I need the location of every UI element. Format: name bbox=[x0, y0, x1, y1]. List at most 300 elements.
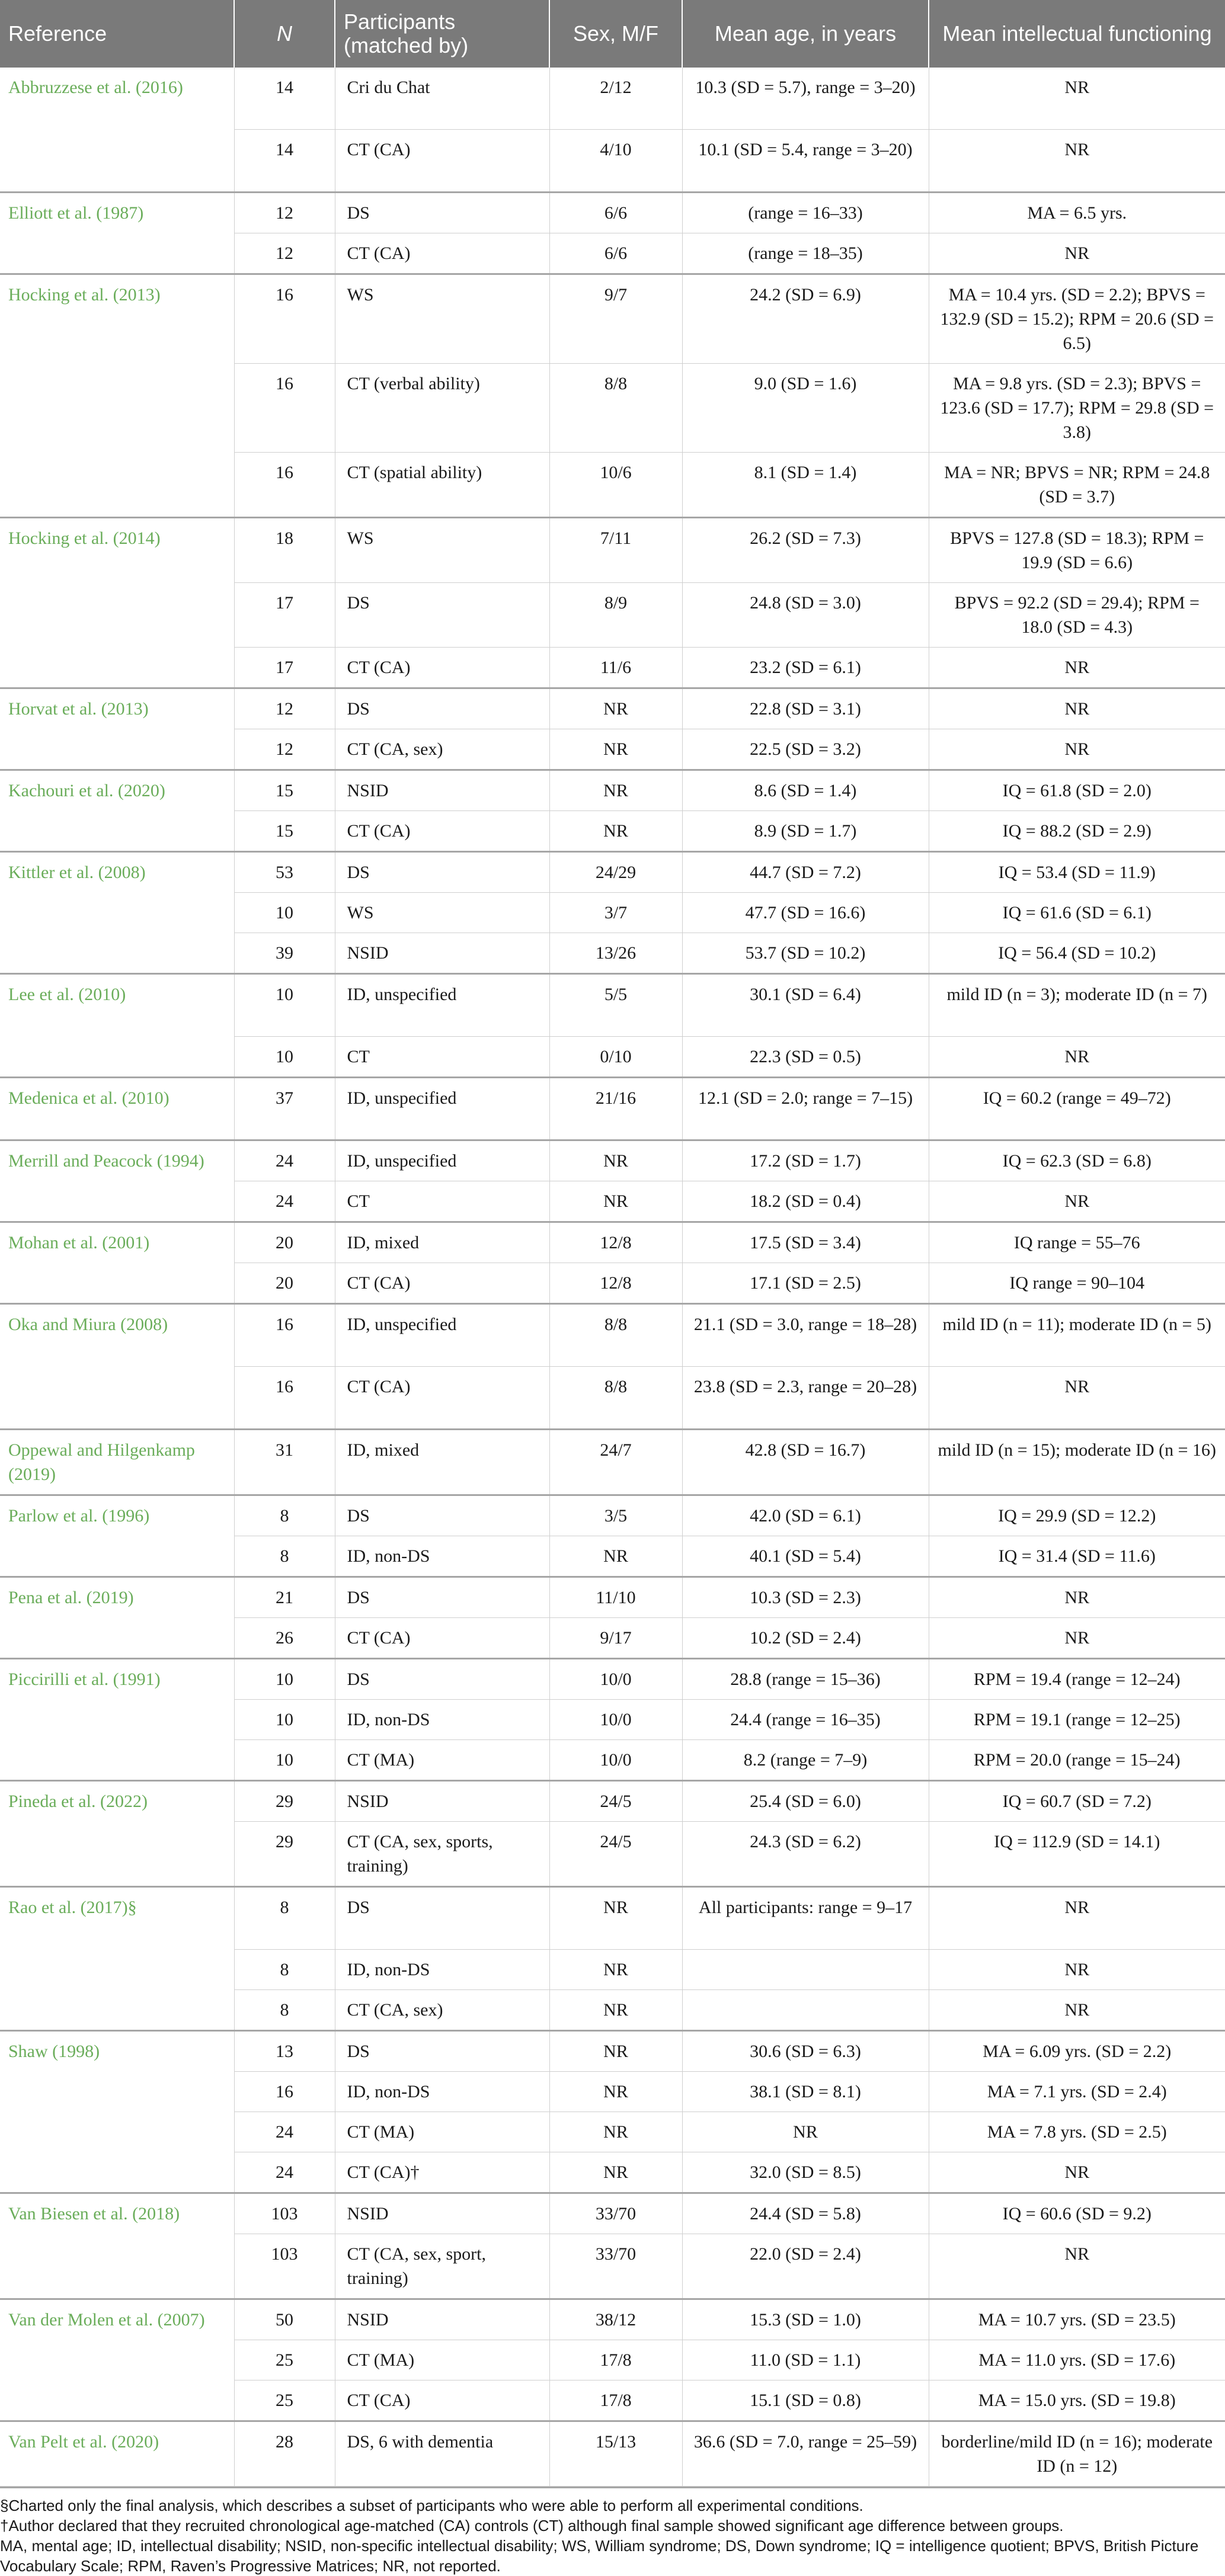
participants-cell: CT (spatial ability) bbox=[335, 452, 549, 517]
participants-cell: DS bbox=[335, 1886, 549, 1949]
reference-cell: Oppewal and Hilgenkamp (2019) bbox=[0, 1429, 234, 1495]
sex-cell: 10/6 bbox=[549, 452, 682, 517]
n-cell: 8 bbox=[234, 1886, 335, 1949]
sex-cell: 3/7 bbox=[549, 892, 682, 933]
mean-age-cell bbox=[682, 1949, 929, 1989]
mean-age-cell: 24.4 (SD = 5.8) bbox=[682, 2193, 929, 2234]
participants-cell: DS bbox=[335, 2030, 549, 2071]
intellectual-functioning-cell: IQ = 62.3 (SD = 6.8) bbox=[929, 1140, 1225, 1181]
participants-cell: ID, non-DS bbox=[335, 1699, 549, 1739]
mean-age-cell: 21.1 (SD = 3.0, range = 18–28) bbox=[682, 1303, 929, 1366]
mean-age-cell: 25.4 (SD = 6.0) bbox=[682, 1780, 929, 1821]
participants-cell: ID, mixed bbox=[335, 1222, 549, 1263]
mean-age-cell: 53.7 (SD = 10.2) bbox=[682, 933, 929, 973]
n-cell: 13 bbox=[234, 2030, 335, 2071]
n-cell: 50 bbox=[234, 2299, 335, 2340]
mean-age-cell: (range = 16–33) bbox=[682, 192, 929, 233]
mean-age-cell: 17.2 (SD = 1.7) bbox=[682, 1140, 929, 1181]
participants-cell: CT (verbal ability) bbox=[335, 363, 549, 452]
footnote-1: §Charted only the final analysis, which describes a subset of participants who were able to perform all experimental conditions. bbox=[0, 2496, 863, 2514]
n-cell: 15 bbox=[234, 810, 335, 851]
n-cell: 103 bbox=[234, 2234, 335, 2299]
participants-cell: NSID bbox=[335, 1780, 549, 1821]
participants-cell: NSID bbox=[335, 933, 549, 973]
participants-cell: WS bbox=[335, 892, 549, 933]
table-row bbox=[0, 517, 1225, 582]
n-cell: 16 bbox=[234, 1366, 335, 1429]
mean-age-cell: 24.8 (SD = 3.0) bbox=[682, 582, 929, 647]
n-cell: 16 bbox=[234, 1303, 335, 1366]
participants-cell: ID, non-DS bbox=[335, 1949, 549, 1989]
intellectual-functioning-cell: IQ = 112.9 (SD = 14.1) bbox=[929, 1821, 1225, 1886]
participants-cell: ID, mixed bbox=[335, 1429, 549, 1495]
sex-cell: NR bbox=[549, 688, 682, 729]
sex-cell: 38/12 bbox=[549, 2299, 682, 2340]
intellectual-functioning-cell: MA = NR; BPVS = NR; RPM = 24.8 (SD = 3.7) bbox=[929, 452, 1225, 517]
sex-cell: NR bbox=[549, 729, 682, 770]
mean-age-cell: 15.3 (SD = 1.0) bbox=[682, 2299, 929, 2340]
sex-cell: 9/7 bbox=[549, 274, 682, 363]
intellectual-functioning-cell: MA = 11.0 yrs. (SD = 17.6) bbox=[929, 2340, 1225, 2380]
n-cell: 26 bbox=[234, 1617, 335, 1658]
participants-cell: CT (CA) bbox=[335, 129, 549, 192]
table-row bbox=[0, 688, 1225, 729]
participants-cell: ID, unspecified bbox=[335, 1303, 549, 1366]
reference-cell: Pineda et al. (2022) bbox=[0, 1780, 234, 1886]
participants-cell: CT (CA) bbox=[335, 1617, 549, 1658]
participants-cell: DS bbox=[335, 1658, 549, 1699]
mean-age-cell: 24.3 (SD = 6.2) bbox=[682, 1821, 929, 1886]
mean-age-cell: 28.8 (range = 15–36) bbox=[682, 1658, 929, 1699]
sex-cell: 9/17 bbox=[549, 1617, 682, 1658]
intellectual-functioning-cell: NR bbox=[929, 1036, 1225, 1077]
sex-cell: 11/6 bbox=[549, 647, 682, 688]
intellectual-functioning-cell: IQ = 31.4 (SD = 11.6) bbox=[929, 1536, 1225, 1577]
n-cell: 16 bbox=[234, 363, 335, 452]
sex-cell: 15/13 bbox=[549, 2421, 682, 2486]
table-row bbox=[0, 192, 1225, 233]
participants-cell: CT (CA) bbox=[335, 647, 549, 688]
mean-age-cell: 8.9 (SD = 1.7) bbox=[682, 810, 929, 851]
table-row bbox=[0, 1140, 1225, 1181]
participants-cell: CT (CA, sex, sport, training) bbox=[335, 2234, 549, 2299]
intellectual-functioning-cell: IQ = 88.2 (SD = 2.9) bbox=[929, 810, 1225, 851]
participants-cell: ID, unspecified bbox=[335, 1140, 549, 1181]
header-row bbox=[0, 0, 1225, 68]
sex-cell: 10/0 bbox=[549, 1699, 682, 1739]
sex-cell: NR bbox=[549, 1886, 682, 1949]
sex-cell: 8/8 bbox=[549, 363, 682, 452]
intellectual-functioning-cell: IQ = 53.4 (SD = 11.9) bbox=[929, 851, 1225, 892]
header-n: N bbox=[234, 0, 335, 68]
table-row bbox=[0, 1886, 1225, 1949]
intellectual-functioning-cell: MA = 6.09 yrs. (SD = 2.2) bbox=[929, 2030, 1225, 2071]
n-cell: 18 bbox=[234, 517, 335, 582]
mean-age-cell: 44.7 (SD = 7.2) bbox=[682, 851, 929, 892]
intellectual-functioning-cell: IQ = 61.6 (SD = 6.1) bbox=[929, 892, 1225, 933]
mean-age-cell: 32.0 (SD = 8.5) bbox=[682, 2152, 929, 2193]
table-row bbox=[0, 1077, 1225, 1140]
sex-cell: NR bbox=[549, 810, 682, 851]
table-row bbox=[0, 2421, 1225, 2486]
mean-age-cell: 17.1 (SD = 2.5) bbox=[682, 1263, 929, 1303]
table-row bbox=[0, 2299, 1225, 2340]
intellectual-functioning-cell: IQ range = 90–104 bbox=[929, 1263, 1225, 1303]
reference-cell: Medenica et al. (2010) bbox=[0, 1077, 234, 1140]
reference-cell: Lee et al. (2010) bbox=[0, 973, 234, 1077]
sex-cell: 8/8 bbox=[549, 1303, 682, 1366]
participants-cell: NSID bbox=[335, 2193, 549, 2234]
sex-cell: NR bbox=[549, 2071, 682, 2112]
mean-age-cell: 23.8 (SD = 2.3, range = 20–28) bbox=[682, 1366, 929, 1429]
reference-cell: Oka and Miura (2008) bbox=[0, 1303, 234, 1429]
sex-cell: 3/5 bbox=[549, 1495, 682, 1536]
intellectual-functioning-cell: BPVS = 92.2 (SD = 29.4); RPM = 18.0 (SD = 4.3) bbox=[929, 582, 1225, 647]
intellectual-functioning-cell: mild ID (n = 3); moderate ID (n = 7) bbox=[929, 973, 1225, 1036]
intellectual-functioning-cell: NR bbox=[929, 647, 1225, 688]
n-cell: 37 bbox=[234, 1077, 335, 1140]
header-reference: Reference bbox=[0, 0, 234, 68]
reference-cell: Elliott et al. (1987) bbox=[0, 192, 234, 274]
participants-cell: DS, 6 with dementia bbox=[335, 2421, 549, 2486]
intellectual-functioning-cell: BPVS = 127.8 (SD = 18.3); RPM = 19.9 (SD = 6.6) bbox=[929, 517, 1225, 582]
participants-cell: CT (MA) bbox=[335, 1739, 549, 1780]
n-cell: 12 bbox=[234, 688, 335, 729]
participants-cell: ID, non-DS bbox=[335, 2071, 549, 2112]
sex-cell: NR bbox=[549, 1140, 682, 1181]
n-cell: 31 bbox=[234, 1429, 335, 1495]
n-cell: 24 bbox=[234, 1140, 335, 1181]
sex-cell: 12/8 bbox=[549, 1263, 682, 1303]
intellectual-functioning-cell: NR bbox=[929, 2234, 1225, 2299]
participants-cell: CT (CA, sex, sports, training) bbox=[335, 1821, 549, 1886]
reference-cell: Kachouri et al. (2020) bbox=[0, 770, 234, 851]
n-cell: 12 bbox=[234, 192, 335, 233]
sex-cell: 2/12 bbox=[549, 68, 682, 129]
sex-cell: 4/10 bbox=[549, 129, 682, 192]
sex-cell: 24/5 bbox=[549, 1821, 682, 1886]
sex-cell: 13/26 bbox=[549, 933, 682, 973]
mean-age-cell: 26.2 (SD = 7.3) bbox=[682, 517, 929, 582]
mean-age-cell: 23.2 (SD = 6.1) bbox=[682, 647, 929, 688]
mean-age-cell: 38.1 (SD = 8.1) bbox=[682, 2071, 929, 2112]
table-row bbox=[0, 1303, 1225, 1366]
n-cell: 10 bbox=[234, 973, 335, 1036]
n-cell: 39 bbox=[234, 933, 335, 973]
n-cell: 10 bbox=[234, 892, 335, 933]
n-cell: 12 bbox=[234, 233, 335, 274]
participants-cell: DS bbox=[335, 582, 549, 647]
table-row bbox=[0, 274, 1225, 363]
intellectual-functioning-cell: RPM = 19.1 (range = 12–25) bbox=[929, 1699, 1225, 1739]
sex-cell: 24/5 bbox=[549, 1780, 682, 1821]
table-row bbox=[0, 1495, 1225, 1536]
participants-cell: WS bbox=[335, 517, 549, 582]
participants-cell: ID, non-DS bbox=[335, 1536, 549, 1577]
participants-cell: DS bbox=[335, 1577, 549, 1617]
intellectual-functioning-cell: MA = 10.4 yrs. (SD = 2.2); BPVS = 132.9 (SD = 15.2); RPM = 20.6 (SD = 6.5) bbox=[929, 274, 1225, 363]
participants-cell: CT (CA) bbox=[335, 233, 549, 274]
sex-cell: 33/70 bbox=[549, 2234, 682, 2299]
intellectual-functioning-cell: IQ = 61.8 (SD = 2.0) bbox=[929, 770, 1225, 810]
participants-cell: CT (MA) bbox=[335, 2112, 549, 2152]
footnotes bbox=[0, 2487, 1225, 2576]
sex-cell: NR bbox=[549, 2030, 682, 2071]
intellectual-functioning-cell: NR bbox=[929, 1617, 1225, 1658]
n-cell: 10 bbox=[234, 1036, 335, 1077]
mean-age-cell: 42.0 (SD = 6.1) bbox=[682, 1495, 929, 1536]
participants-cell: NSID bbox=[335, 2299, 549, 2340]
intellectual-functioning-cell: IQ range = 55–76 bbox=[929, 1222, 1225, 1263]
intellectual-functioning-cell: IQ = 29.9 (SD = 12.2) bbox=[929, 1495, 1225, 1536]
intellectual-functioning-cell: IQ = 60.2 (range = 49–72) bbox=[929, 1077, 1225, 1140]
intellectual-functioning-cell: MA = 6.5 yrs. bbox=[929, 192, 1225, 233]
n-cell: 8 bbox=[234, 1495, 335, 1536]
n-cell: 14 bbox=[234, 129, 335, 192]
n-cell: 21 bbox=[234, 1577, 335, 1617]
sex-cell: NR bbox=[549, 770, 682, 810]
n-cell: 17 bbox=[234, 582, 335, 647]
n-cell: 16 bbox=[234, 452, 335, 517]
mean-age-cell: 18.2 (SD = 0.4) bbox=[682, 1181, 929, 1222]
sex-cell: 17/8 bbox=[549, 2340, 682, 2380]
n-cell: 16 bbox=[234, 2071, 335, 2112]
mean-age-cell: 10.3 (SD = 5.7), range = 3–20) bbox=[682, 68, 929, 129]
table-row bbox=[0, 1429, 1225, 1495]
reference-cell: Rao et al. (2017)§ bbox=[0, 1886, 234, 2030]
sex-cell: 8/9 bbox=[549, 582, 682, 647]
table-row bbox=[0, 851, 1225, 892]
participants-cell: CT (CA) bbox=[335, 1263, 549, 1303]
participants-cell: CT (CA)† bbox=[335, 2152, 549, 2193]
n-cell: 24 bbox=[234, 1181, 335, 1222]
sex-cell: 11/10 bbox=[549, 1577, 682, 1617]
mean-age-cell: 11.0 (SD = 1.1) bbox=[682, 2340, 929, 2380]
n-cell: 20 bbox=[234, 1222, 335, 1263]
participants-cell: CT bbox=[335, 1036, 549, 1077]
reference-cell: Van der Molen et al. (2007) bbox=[0, 2299, 234, 2421]
intellectual-functioning-cell: NR bbox=[929, 2152, 1225, 2193]
n-cell: 16 bbox=[234, 274, 335, 363]
intellectual-functioning-cell: NR bbox=[929, 1366, 1225, 1429]
participants-cell: ID, unspecified bbox=[335, 973, 549, 1036]
sex-cell: 10/0 bbox=[549, 1658, 682, 1699]
sex-cell: NR bbox=[549, 2152, 682, 2193]
intellectual-functioning-cell: MA = 7.1 yrs. (SD = 2.4) bbox=[929, 2071, 1225, 2112]
participants-cell: NSID bbox=[335, 770, 549, 810]
participants-cell: CT (CA, sex) bbox=[335, 729, 549, 770]
table-row bbox=[0, 1780, 1225, 1821]
intellectual-functioning-cell: NR bbox=[929, 1181, 1225, 1222]
mean-age-cell: 24.4 (range = 16–35) bbox=[682, 1699, 929, 1739]
reference-cell: Horvat et al. (2013) bbox=[0, 688, 234, 770]
n-cell: 10 bbox=[234, 1699, 335, 1739]
table-row bbox=[0, 973, 1225, 1036]
mean-age-cell: 30.6 (SD = 6.3) bbox=[682, 2030, 929, 2071]
intellectual-functioning-cell: MA = 15.0 yrs. (SD = 19.8) bbox=[929, 2380, 1225, 2421]
header-intellectual-functioning: Mean intellectual functioning bbox=[929, 0, 1225, 68]
mean-age-cell: 22.0 (SD = 2.4) bbox=[682, 2234, 929, 2299]
table-row bbox=[0, 2030, 1225, 2071]
participants-cell: CT (CA, sex) bbox=[335, 1989, 549, 2030]
sex-cell: 10/0 bbox=[549, 1739, 682, 1780]
n-cell: 8 bbox=[234, 1989, 335, 2030]
reference-cell: Piccirilli et al. (1991) bbox=[0, 1658, 234, 1780]
sex-cell: 33/70 bbox=[549, 2193, 682, 2234]
mean-age-cell: 42.8 (SD = 16.7) bbox=[682, 1429, 929, 1495]
participants-cell: DS bbox=[335, 688, 549, 729]
n-cell: 12 bbox=[234, 729, 335, 770]
participants-cell: DS bbox=[335, 851, 549, 892]
reference-cell: Abbruzzese et al. (2016) bbox=[0, 68, 234, 192]
mean-age-cell: NR bbox=[682, 2112, 929, 2152]
reference-cell: Kittler et al. (2008) bbox=[0, 851, 234, 973]
mean-age-cell: (range = 18–35) bbox=[682, 233, 929, 274]
intellectual-functioning-cell: NR bbox=[929, 68, 1225, 129]
table-row bbox=[0, 1222, 1225, 1263]
reference-cell: Pena et al. (2019) bbox=[0, 1577, 234, 1658]
intellectual-functioning-cell: mild ID (n = 11); moderate ID (n = 5) bbox=[929, 1303, 1225, 1366]
intellectual-functioning-cell: NR bbox=[929, 129, 1225, 192]
participants-cell: CT (CA) bbox=[335, 1366, 549, 1429]
table-row bbox=[0, 1658, 1225, 1699]
n-cell: 53 bbox=[234, 851, 335, 892]
mean-age-cell: 10.1 (SD = 5.4, range = 3–20) bbox=[682, 129, 929, 192]
participants-cell: DS bbox=[335, 192, 549, 233]
participants-cell: WS bbox=[335, 274, 549, 363]
n-cell: 10 bbox=[234, 1658, 335, 1699]
participants-cell: ID, unspecified bbox=[335, 1077, 549, 1140]
reference-cell: Van Pelt et al. (2020) bbox=[0, 2421, 234, 2486]
footnote-abbreviations: MA, mental age; ID, intellectual disability; NSID, non-specific intellectual disability; WS, William syndrome; DS, Down syndrome; IQ = intelligence quotient; BPVS, British Picture Vocabulary Scale; RPM, Raven’s Progressive Matrices; NR, not reported. bbox=[0, 2536, 1199, 2575]
header-participants: Participants (matched by) bbox=[335, 0, 549, 68]
sex-cell: 5/5 bbox=[549, 973, 682, 1036]
participants-cell: Cri du Chat bbox=[335, 68, 549, 129]
sex-cell: NR bbox=[549, 1181, 682, 1222]
mean-age-cell: 24.2 (SD = 6.9) bbox=[682, 274, 929, 363]
sex-cell: NR bbox=[549, 1989, 682, 2030]
sex-cell: NR bbox=[549, 1536, 682, 1577]
n-cell: 103 bbox=[234, 2193, 335, 2234]
intellectual-functioning-cell: NR bbox=[929, 1989, 1225, 2030]
mean-age-cell: 15.1 (SD = 0.8) bbox=[682, 2380, 929, 2421]
table-row bbox=[0, 1577, 1225, 1617]
reference-cell: Van Biesen et al. (2018) bbox=[0, 2193, 234, 2299]
n-cell: 10 bbox=[234, 1739, 335, 1780]
footnote-2: †Author declared that they recruited chronological age-matched (CA) controls (CT) although final sample showed significant age difference between groups. bbox=[0, 2516, 1064, 2535]
sex-cell: 7/11 bbox=[549, 517, 682, 582]
sex-cell: NR bbox=[549, 2112, 682, 2152]
participants-cell: CT (CA) bbox=[335, 810, 549, 851]
sex-cell: 0/10 bbox=[549, 1036, 682, 1077]
mean-age-cell: 36.6 (SD = 7.0, range = 25–59) bbox=[682, 2421, 929, 2486]
intellectual-functioning-cell: borderline/mild ID (n = 16); moderate ID (n = 12) bbox=[929, 2421, 1225, 2486]
reference-cell: Merrill and Peacock (1994) bbox=[0, 1140, 234, 1222]
intellectual-functioning-cell: NR bbox=[929, 1949, 1225, 1989]
mean-age-cell: 47.7 (SD = 16.6) bbox=[682, 892, 929, 933]
n-cell: 20 bbox=[234, 1263, 335, 1303]
intellectual-functioning-cell: RPM = 20.0 (range = 15–24) bbox=[929, 1739, 1225, 1780]
n-cell: 29 bbox=[234, 1821, 335, 1886]
intellectual-functioning-cell: MA = 10.7 yrs. (SD = 23.5) bbox=[929, 2299, 1225, 2340]
reference-cell: Shaw (1998) bbox=[0, 2030, 234, 2193]
intellectual-functioning-cell: mild ID (n = 15); moderate ID (n = 16) bbox=[929, 1429, 1225, 1495]
mean-age-cell: 8.2 (range = 7–9) bbox=[682, 1739, 929, 1780]
intellectual-functioning-cell: IQ = 60.6 (SD = 9.2) bbox=[929, 2193, 1225, 2234]
n-cell: 24 bbox=[234, 2152, 335, 2193]
intellectual-functioning-cell: NR bbox=[929, 1577, 1225, 1617]
intellectual-functioning-cell: NR bbox=[929, 1886, 1225, 1949]
mean-age-cell: 8.6 (SD = 1.4) bbox=[682, 770, 929, 810]
reference-cell: Parlow et al. (1996) bbox=[0, 1495, 234, 1577]
n-cell: 29 bbox=[234, 1780, 335, 1821]
sex-cell: 24/7 bbox=[549, 1429, 682, 1495]
table-row bbox=[0, 770, 1225, 810]
intellectual-functioning-cell: NR bbox=[929, 688, 1225, 729]
sex-cell: 12/8 bbox=[549, 1222, 682, 1263]
mean-age-cell: 17.5 (SD = 3.4) bbox=[682, 1222, 929, 1263]
intellectual-functioning-cell: NR bbox=[929, 729, 1225, 770]
reference-cell: Hocking et al. (2013) bbox=[0, 274, 234, 517]
participants-cell: CT bbox=[335, 1181, 549, 1222]
mean-age-cell bbox=[682, 1989, 929, 2030]
intellectual-functioning-cell: NR bbox=[929, 233, 1225, 274]
mean-age-cell: All participants: range = 9–17 bbox=[682, 1886, 929, 1949]
mean-age-cell: 22.5 (SD = 3.2) bbox=[682, 729, 929, 770]
table-row bbox=[0, 2193, 1225, 2234]
mean-age-cell: 22.8 (SD = 3.1) bbox=[682, 688, 929, 729]
intellectual-functioning-cell: IQ = 60.7 (SD = 7.2) bbox=[929, 1780, 1225, 1821]
mean-age-cell: 30.1 (SD = 6.4) bbox=[682, 973, 929, 1036]
header-sex: Sex, M/F bbox=[549, 0, 682, 68]
reference-cell: Mohan et al. (2001) bbox=[0, 1222, 234, 1303]
intellectual-functioning-cell: IQ = 56.4 (SD = 10.2) bbox=[929, 933, 1225, 973]
intellectual-functioning-cell: MA = 7.8 yrs. (SD = 2.5) bbox=[929, 2112, 1225, 2152]
mean-age-cell: 8.1 (SD = 1.4) bbox=[682, 452, 929, 517]
table-body bbox=[0, 68, 1225, 2486]
mean-age-cell: 9.0 (SD = 1.6) bbox=[682, 363, 929, 452]
participants-cell: CT (MA) bbox=[335, 2340, 549, 2380]
sex-cell: NR bbox=[549, 1949, 682, 1989]
sex-cell: 24/29 bbox=[549, 851, 682, 892]
mean-age-cell: 10.3 (SD = 2.3) bbox=[682, 1577, 929, 1617]
n-cell: 24 bbox=[234, 2112, 335, 2152]
intellectual-functioning-cell: MA = 9.8 yrs. (SD = 2.3); BPVS = 123.6 (SD = 17.7); RPM = 29.8 (SD = 3.8) bbox=[929, 363, 1225, 452]
sex-cell: 8/8 bbox=[549, 1366, 682, 1429]
mean-age-cell: 22.3 (SD = 0.5) bbox=[682, 1036, 929, 1077]
participants-cell: DS bbox=[335, 1495, 549, 1536]
n-cell: 25 bbox=[234, 2380, 335, 2421]
participants-cell: CT (CA) bbox=[335, 2380, 549, 2421]
mean-age-cell: 40.1 (SD = 5.4) bbox=[682, 1536, 929, 1577]
sex-cell: 6/6 bbox=[549, 233, 682, 274]
reference-cell: Hocking et al. (2014) bbox=[0, 517, 234, 688]
mean-age-cell: 12.1 (SD = 2.0; range = 7–15) bbox=[682, 1077, 929, 1140]
n-cell: 17 bbox=[234, 647, 335, 688]
header-mean-age: Mean age, in years bbox=[682, 0, 929, 68]
table-row bbox=[0, 68, 1225, 129]
n-cell: 25 bbox=[234, 2340, 335, 2380]
intellectual-functioning-cell: RPM = 19.4 (range = 12–24) bbox=[929, 1658, 1225, 1699]
n-cell: 14 bbox=[234, 68, 335, 129]
mean-age-cell: 10.2 (SD = 2.4) bbox=[682, 1617, 929, 1658]
n-cell: 28 bbox=[234, 2421, 335, 2486]
sex-cell: 21/16 bbox=[549, 1077, 682, 1140]
sex-cell: 6/6 bbox=[549, 192, 682, 233]
n-cell: 8 bbox=[234, 1949, 335, 1989]
sex-cell: 17/8 bbox=[549, 2380, 682, 2421]
n-cell: 15 bbox=[234, 770, 335, 810]
